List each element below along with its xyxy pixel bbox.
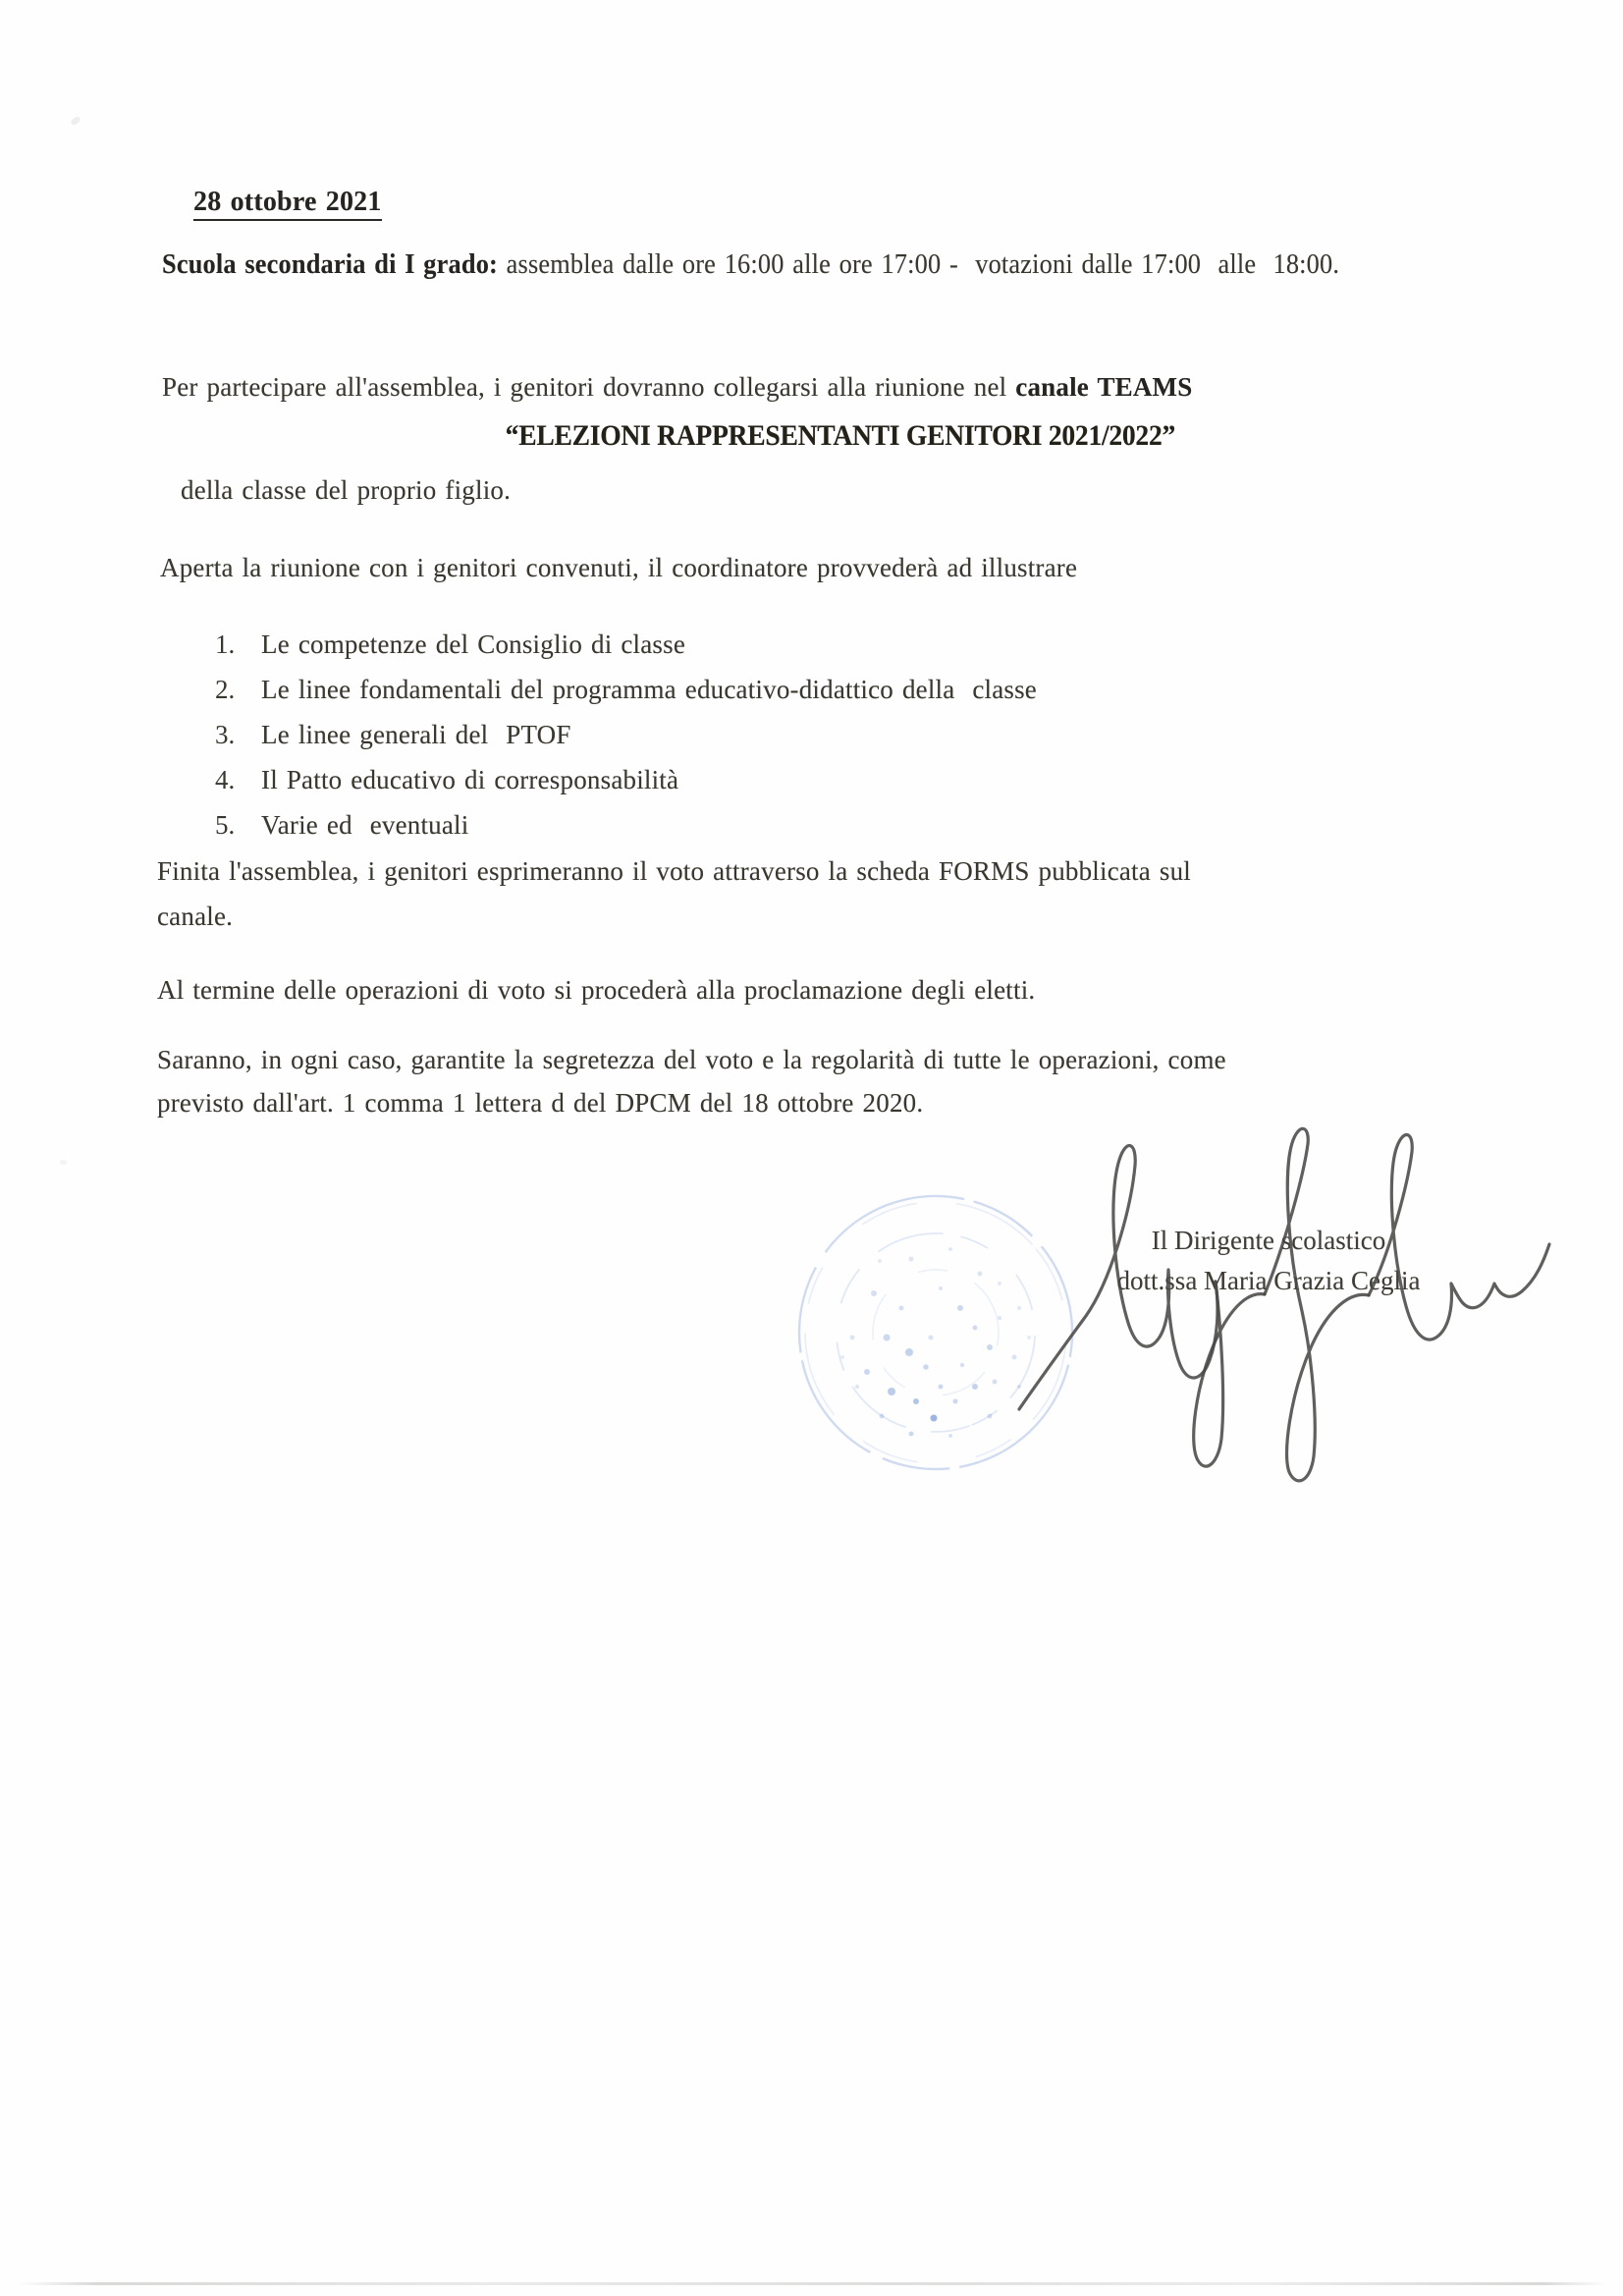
aperta-line: Aperta la riunione con i genitori convenuti, il coordinatore provvederà ad illustrare xyxy=(160,553,1078,582)
agenda-item-text: Le competenze del Consiglio di classe xyxy=(261,629,686,659)
schedule-label: Scuola secondaria di I grado: xyxy=(162,249,498,280)
saranno-line-1: Saranno, in ogni caso, garantite la segretezza del voto e la regolarità di tutte le operazioni, come xyxy=(157,1045,1226,1074)
agenda-item-text: Varie ed eventuali xyxy=(261,810,469,840)
agenda-item-number: 1. xyxy=(215,629,236,659)
finita-line-1: Finita l'assemblea, i genitori esprimeranno il voto attraverso la scheda FORMS pubblicata sul xyxy=(157,856,1192,886)
teams-channel-label: canale TEAMS xyxy=(1015,372,1193,402)
scan-speck xyxy=(60,1160,67,1165)
scan-speck xyxy=(70,116,81,127)
teams-line xyxy=(162,372,1192,403)
election-heading: “ELEZIONI RAPPRESENTANTI GENITORI 2021/2022” xyxy=(505,419,1176,452)
election-heading-row xyxy=(0,419,1623,453)
scan-edge-line xyxy=(18,2282,1606,2285)
agenda-item-number: 2. xyxy=(215,675,236,704)
agenda-item-number: 5. xyxy=(215,810,236,840)
agenda-item-text: Il Patto educativo di corresponsabilità xyxy=(261,765,679,794)
classe-line: della classe del proprio figlio. xyxy=(181,475,512,505)
agenda-item-text: Le linee generali del PTOF xyxy=(261,720,571,749)
agenda-item-text: Le linee fondamentali del programma educativo-didattico della classe xyxy=(261,675,1037,704)
termine-line: Al termine delle operazioni di voto si procederà alla proclamazione degli eletti. xyxy=(157,975,1036,1005)
finita-line-2: canale. xyxy=(157,902,234,931)
signature-role: Il Dirigente scolastico xyxy=(1151,1226,1386,1255)
teams-text: Per partecipare all'assemblea, i genitori dovranno collegarsi alla riunione nel xyxy=(162,372,1016,402)
agenda-item-number: 3. xyxy=(215,720,236,749)
schedule-line xyxy=(162,249,1339,281)
date-line: 28 ottobre 2021 xyxy=(193,187,382,221)
agenda-item-number: 4. xyxy=(215,765,236,794)
signature-name: dott.ssa Maria Grazia Ceglia xyxy=(1116,1265,1421,1295)
saranno-line-2: previsto dall'art. 1 comma 1 lettera d del DPCM del 18 ottobre 2020. xyxy=(157,1088,924,1118)
schedule-text: assemblea dalle ore 16:00 alle ore 17:00 - votazioni dalle 17:00 alle 18:00. xyxy=(497,249,1340,280)
signature-scribble xyxy=(1001,1115,1561,1522)
